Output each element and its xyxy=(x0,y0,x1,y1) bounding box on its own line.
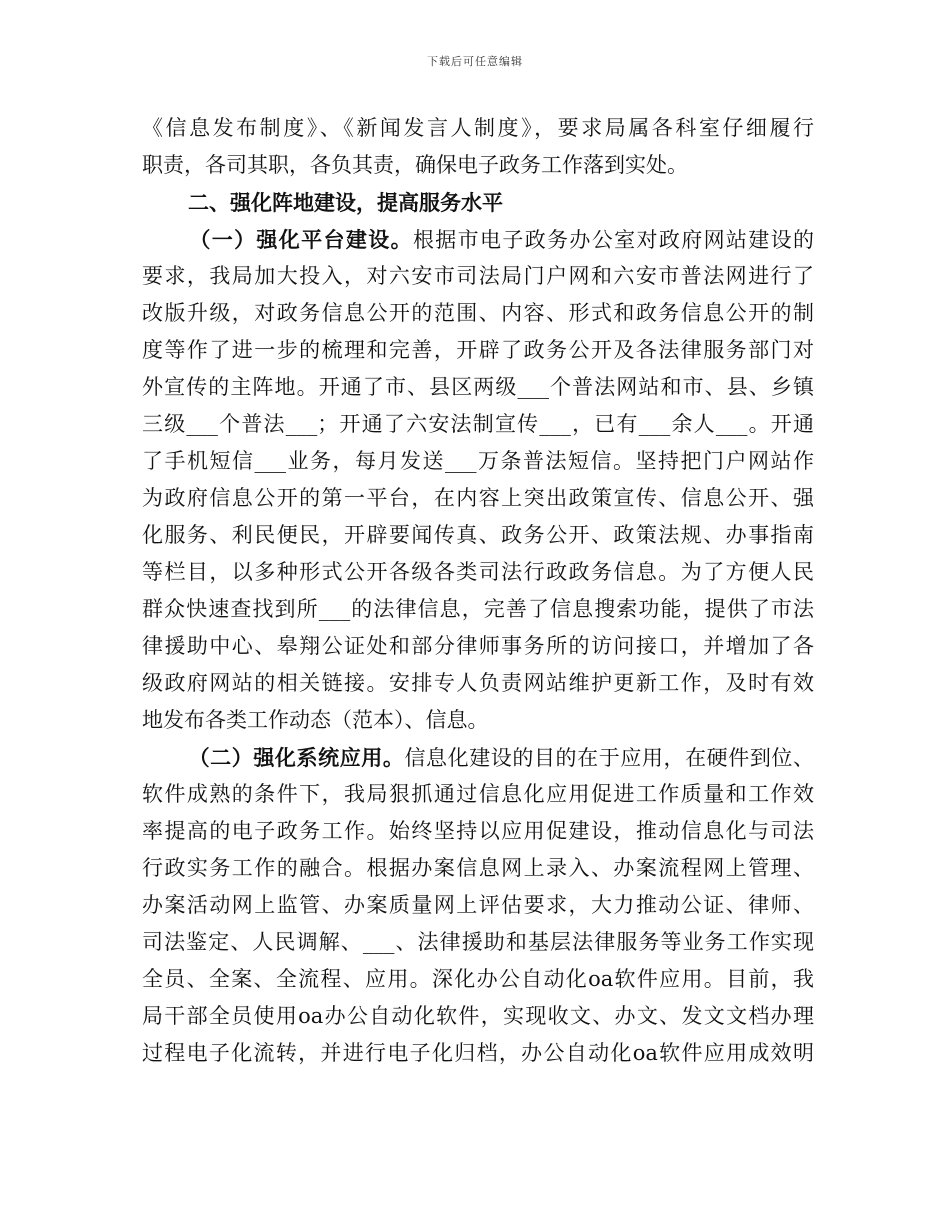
paragraph-line: 司法鉴定、人民调解、___、法律援助和基层法律服务等业务工作实现 xyxy=(142,930,814,954)
subsection-lead: （一）强化平台建设。 xyxy=(188,227,413,252)
paragraph-first-line xyxy=(142,221,814,258)
page-header-note: 下载后可任意编辑 xyxy=(427,55,523,68)
paragraph-line: 过程电子化流转，并进行电子化归档，办公自动化oa软件应用成效明 xyxy=(142,1041,814,1065)
paragraph-line: 等栏目，以多种形式公开各级各类司法行政政务信息。为了方便人民 xyxy=(142,560,814,584)
paragraph-line: 度等作了进一步的梳理和完善，开辟了政务公开及各法律服务部门对 xyxy=(142,338,814,362)
paragraph-line: 为政府信息公开的第一平台，在内容上突出政策宣传、信息公开、强 xyxy=(142,486,814,510)
paragraph-text: 根据市电子政务办公室对政府网站建设的 xyxy=(412,228,815,252)
paragraph-line: 要求，我局加大投入，对六安市司法局门户网和六安市普法网进行了 xyxy=(142,264,814,288)
paragraph-line: 办案活动网上监管、办案质量网上评估要求，大力推动公证、律师、 xyxy=(142,893,814,917)
paragraph-line: 律援助中心、皋翔公证处和部分律师事务所的访问接口，并增加了各 xyxy=(142,634,814,658)
paragraph-line: 软件成熟的条件下，我局狠抓通过信息化应用促进工作质量和工作效 xyxy=(142,782,814,806)
paragraph-line: 改版升级，对政务信息公开的范围、内容、形式和政务信息公开的制 xyxy=(142,301,814,325)
paragraph-line: 三级___个普法___；开通了六安法制宣传___，已有___余人___。开通 xyxy=(142,412,814,436)
paragraph-line: 局干部全员使用oa办公自动化软件，实现收文、办文、发文文档办理 xyxy=(142,1004,814,1028)
paragraph-line: 化服务、利民便民，开辟要闻传真、政务公开、政策法规、办事指南 xyxy=(142,523,814,547)
paragraph-first-line xyxy=(142,739,814,776)
paragraph-line: 地发布各类工作动态（范本）、信息。 xyxy=(142,708,489,732)
paragraph-line: 职责，各司其职，各负其责，确保电子政务工作落到实处。 xyxy=(142,153,688,177)
paragraph-line: 《信息发布制度》、《新闻发言人制度》，要求局属各科室仔细履行 xyxy=(142,116,814,140)
paragraph-line: 群众快速查找到所___的法律信息，完善了信息搜索功能，提供了市法 xyxy=(142,597,814,621)
paragraph-line: 级政府网站的相关链接。安排专人负责网站维护更新工作，及时有效 xyxy=(142,671,814,695)
paragraph-line: 外宣传的主阵地。开通了市、县区两级___个普法网站和市、县、乡镇 xyxy=(142,375,814,399)
paragraph-line: 了手机短信___业务，每月发送___万条普法短信。坚持把门户网站作 xyxy=(142,449,814,473)
section-heading xyxy=(142,184,814,221)
paragraph-text: 信息化建设的目的在于应用，在硬件到位、 xyxy=(404,746,815,770)
paragraph-line: 行政实务工作的融合。根据办案信息网上录入、办案流程网上管理、 xyxy=(142,856,814,880)
subsection-lead: （二）强化系统应用。 xyxy=(188,745,405,770)
section-heading-text: 二、强化阵地建设，提高服务水平 xyxy=(188,190,503,215)
paragraph-line: 率提高的电子政务工作。始终坚持以应用促建设，推动信息化与司法 xyxy=(142,819,814,843)
document-body xyxy=(142,110,814,1072)
paragraph-line: 全员、全案、全流程、应用。深化办公自动化oa软件应用。目前，我 xyxy=(142,967,814,991)
